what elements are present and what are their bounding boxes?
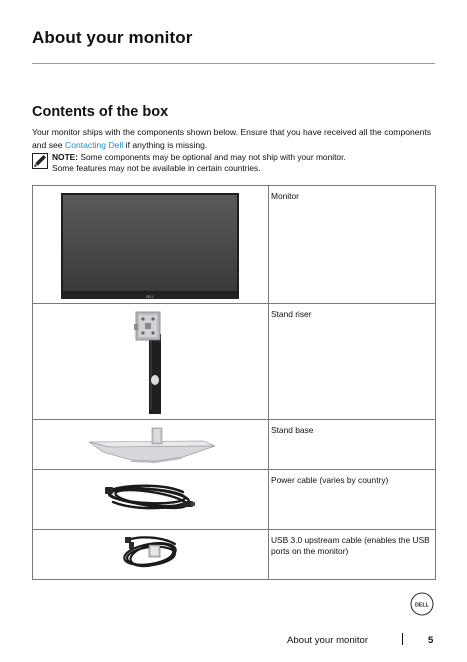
- component-label: Stand riser: [269, 304, 436, 420]
- note-line-1: Some components may be optional and may not ship with your monitor.: [78, 152, 346, 162]
- page-title: About your monitor: [32, 28, 193, 47]
- note-block: [32, 152, 437, 176]
- stand-base-image: [33, 420, 268, 469]
- page-number: 5: [428, 635, 434, 646]
- section-title: Contents of the box: [32, 104, 169, 120]
- monitor-dell-logo: DELL: [146, 294, 154, 299]
- contents-table: [32, 185, 436, 580]
- stand-riser-image: [33, 304, 268, 419]
- usb-cable-image: [33, 530, 268, 579]
- footer-separator: [402, 633, 403, 645]
- note-pencil-icon: [32, 153, 48, 169]
- note-line-2: Some features may not be available in certain countries.: [52, 163, 261, 173]
- stand-riser-image-cell: [33, 304, 269, 420]
- dell-logo-text: DELL: [414, 602, 430, 609]
- table-row: [33, 470, 436, 530]
- monitor-image-cell: [33, 186, 269, 304]
- component-label: Monitor: [269, 186, 436, 304]
- power-cable-image-cell: [33, 470, 269, 530]
- component-label: Stand base: [269, 420, 436, 470]
- table-row: [33, 304, 436, 420]
- note-text: [52, 152, 346, 174]
- dell-logo-icon: [410, 592, 434, 616]
- usb-cable-image-cell: [33, 530, 269, 580]
- contacting-dell-link[interactable]: Contacting Dell: [64, 139, 124, 150]
- note-label: NOTE:: [52, 152, 79, 162]
- component-label: USB 3.0 upstream cable (enables the USB ports on the monitor): [269, 530, 436, 580]
- footer-section-title: About your monitor: [287, 635, 369, 646]
- table-row: [33, 186, 436, 304]
- monitor-image: [33, 186, 268, 303]
- power-cable-image: [33, 470, 268, 529]
- table-row: [33, 530, 436, 580]
- component-label: Power cable (varies by country): [269, 470, 436, 530]
- stand-base-image-cell: [33, 420, 269, 470]
- intro-text-start: Your monitor ships with the components shown below. Ensure that you have received all the components and see: [32, 127, 432, 150]
- table-row: [33, 420, 436, 470]
- intro-paragraph: [32, 126, 437, 151]
- intro-text-end: if anything is missing.: [123, 139, 208, 150]
- title-divider: [32, 63, 435, 64]
